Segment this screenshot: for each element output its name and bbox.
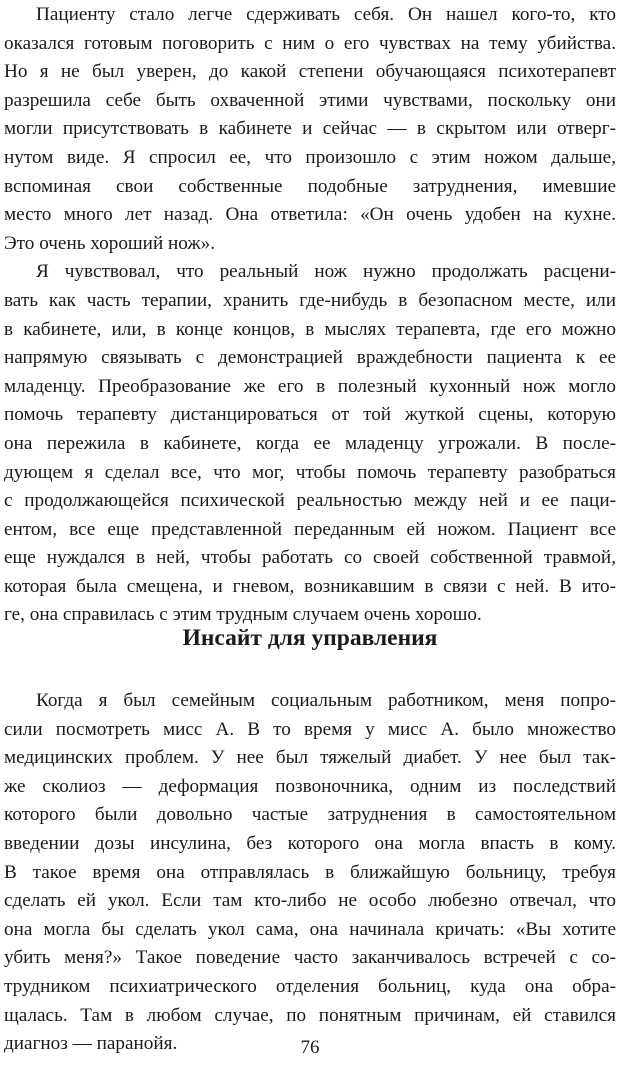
body-text-section-1 bbox=[4, 1, 616, 630]
text-line: трудником психиатрического отделения больниц, куда она обра- bbox=[4, 975, 616, 997]
text-line: которая была смещена, и гневом, возникавшим в связи с ней. В ито- bbox=[4, 575, 616, 597]
text-line: в кабинете, или, в конце концов, в мыслях терапевта, где его можно bbox=[4, 318, 616, 340]
text-line: младенцу. Преобразование же его в полезный кухонный нож могло bbox=[4, 375, 616, 397]
text-line: Но я не был уверен, до какой степени обучающаяся психотерапевт bbox=[4, 61, 616, 83]
text-line: щалась. Там в любом случае, по понятным причинам, ей ставился bbox=[4, 1004, 616, 1026]
text-line: диагноз — паранойя. bbox=[4, 1033, 178, 1055]
text-line: оказался готовым поговорить с ним о его чувствах на тему убийства. bbox=[4, 32, 616, 54]
text-line: нутом виде. Я спросил ее, что произошло с этим ножом дальше, bbox=[4, 146, 616, 168]
text-line: введении дозы инсулина, без которого она могла впасть в кому. bbox=[4, 832, 616, 854]
text-line: Когда я был семейным социальным работником, меня попро- bbox=[36, 690, 616, 711]
text-line: медицинских проблем. У нее был тяжелый диабет. У нее был так- bbox=[4, 747, 616, 769]
text-line: сили посмотреть мисс А. В то время у мисс А. было множество bbox=[4, 718, 616, 740]
text-line: которого были довольно частые затруднения в самостоятельном bbox=[4, 804, 616, 826]
text-line: с продолжающейся психической реальностью между ней и ее паци- bbox=[4, 490, 616, 512]
text-line: вать как часть терапии, хранить где-нибудь в безопасном месте, или bbox=[4, 289, 616, 311]
text-line: помочь терапевту дистанцироваться от той жуткой сцены, которую bbox=[4, 404, 616, 426]
text-line: напрямую связывать с демонстрацией враждебности пациента к ее bbox=[4, 347, 616, 369]
text-line: ентом, все еще представленной переданным ей ножом. Пациент все bbox=[4, 518, 616, 540]
text-line: убить меня?» Такое поведение часто заканчивалось встречей с со- bbox=[4, 947, 616, 969]
text-line: же сколиоз — деформация позвоночника, одним из последствий bbox=[4, 775, 616, 797]
section-heading: Инсайт для управления bbox=[182, 625, 438, 651]
text-line: В такое время она отправлялась в ближайшую больницу, требуя bbox=[4, 861, 616, 883]
text-line: она пережила в кабинете, когда ее младенцу угрожали. В после- bbox=[4, 432, 616, 454]
text-line: Я чувствовал, что реальный нож нужно продолжать расцени- bbox=[36, 261, 616, 283]
text-line: вспоминая свои собственные подобные затруднения, имевшие bbox=[4, 175, 616, 197]
text-line: дующем я сделал все, что мог, чтобы помочь терапевту разобраться bbox=[4, 461, 616, 483]
text-line: ге, она справилась с этим трудным случаем очень хорошо. bbox=[4, 604, 482, 626]
text-line: Это очень хороший нож». bbox=[4, 232, 216, 254]
text-line: могли присутствовать в кабинете и сейчас — в скрытом или отверг- bbox=[4, 118, 616, 140]
page-number: 76 bbox=[300, 1037, 320, 1058]
text-line: она могла бы сделать укол сама, она начинала кричать: «Вы хотите bbox=[4, 918, 616, 940]
text-line: разрешила себе быть охваченной этими чувствами, поскольку они bbox=[4, 89, 616, 111]
text-line: место много лет назад. Она ответила: «Он очень удобен на кухне. bbox=[4, 204, 616, 226]
text-line: сделать ей укол. Если там кто-либо не особо любезно отвечал, что bbox=[4, 890, 616, 912]
text-line: еще нуждался в ней, чтобы работать со своей собственной травмой, bbox=[4, 547, 616, 569]
body-text-section-2 bbox=[4, 687, 616, 1059]
text-line: Пациенту стало легче сдерживать себя. Он нашел кого-то, кто bbox=[36, 4, 616, 25]
